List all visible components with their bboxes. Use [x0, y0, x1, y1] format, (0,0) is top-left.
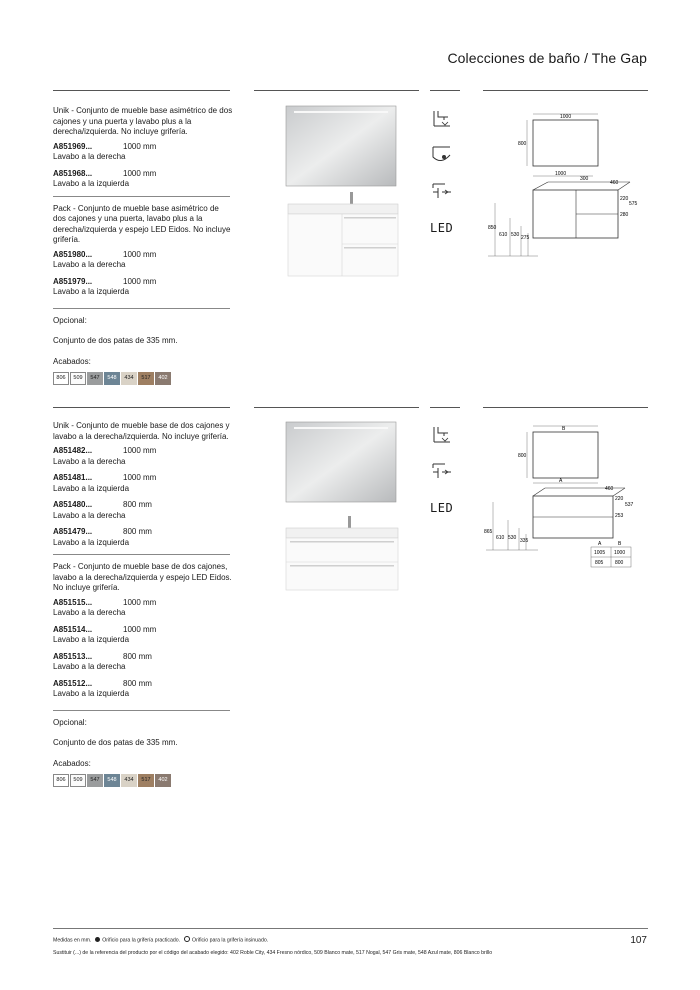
footer-units: Medidas en mm. [53, 937, 92, 944]
swatch-517: 517 [138, 372, 154, 385]
swatch-547: 547 [87, 774, 103, 787]
section1-text [53, 106, 233, 385]
product-group [53, 106, 233, 190]
footer-note: Sustituir (...) de la referencia del producto por el código del acabado elegido: 402 Roble City, 434 Fresno nórdico, 509 Blanco mate, 517 Nogal, 547 Gris mate, 548 Azul mate, 806 Blanco brillo [53, 950, 493, 956]
group-description: Unik - Conjunto de mueble base asimétrico de dos cajones y una puerta y lavabo plus a la derecha/izquierda. No incluye grifería. [53, 106, 233, 136]
divider [483, 90, 648, 91]
swatch-402: 402 [155, 774, 171, 787]
group-description: Pack - Conjunto de mueble base asimétrico de dos cajones y una puerta, lavabo plus a la derecha/izquierda y espejo LED Eidos. No incluye grifería. [53, 203, 231, 244]
finishes-label: Acabados: [53, 758, 91, 768]
product-note: Lavabo a la izquierda [53, 689, 130, 698]
dim-label: 1000 [560, 114, 572, 120]
table-cell: 805 [595, 560, 604, 566]
product-note: Lavabo a la izquierda [53, 179, 130, 188]
section2-text [53, 421, 233, 787]
product-code: A851512... [53, 678, 93, 688]
technical-drawing [483, 420, 653, 570]
optional-label: Opcional: [53, 717, 87, 727]
dim-label: 460 [605, 486, 614, 492]
list-item [53, 652, 233, 673]
dim-label: 530 [508, 535, 517, 541]
list-item [53, 500, 233, 521]
product-note: Lavabo a la izquierda [53, 483, 130, 493]
outline-circle-icon [184, 936, 190, 942]
list-item [53, 250, 233, 271]
feature-icons [430, 108, 456, 247]
divider [53, 710, 230, 711]
product-size: 800 mm [123, 678, 152, 688]
table-cell: 1000 [614, 550, 626, 556]
product-code: A851969... [53, 141, 93, 151]
product-size: 1000 mm [123, 597, 157, 607]
dim-label: 460 [610, 180, 619, 186]
dim-label: 220 [620, 196, 629, 202]
optional-text: Conjunto de dos patas de 335 mm. [53, 336, 178, 345]
product-code: A851479... [53, 527, 93, 536]
dim-label: 280 [620, 212, 629, 218]
list-item [53, 625, 233, 646]
product-note: Lavabo a la izquierda [53, 635, 130, 644]
group-description: Pack - Conjunto de mueble base de dos cajones, lavabo a la derecha/izquierda y espejo LED Eidos. No incluye grifería. [53, 562, 232, 592]
swatch-517: 517 [138, 774, 154, 787]
swatch-547: 547 [87, 372, 103, 385]
product-size: 1000 mm [123, 276, 157, 286]
product-size: 800 mm [123, 527, 152, 536]
filled-circle-icon [95, 937, 100, 942]
feature-icons [430, 424, 456, 527]
dim-label: 610 [496, 535, 505, 541]
drain-icon [430, 144, 454, 168]
list-item [53, 446, 233, 467]
dim-label: 1000 [555, 171, 567, 177]
dim-label: 253 [615, 513, 624, 519]
divider [53, 554, 230, 555]
product-note: Lavabo a la derecha [53, 152, 126, 161]
product-note: Lavabo a la derecha [53, 608, 126, 617]
divider [254, 90, 419, 91]
table-cell: 800 [615, 560, 624, 566]
product-code: A851980... [53, 249, 93, 259]
product-code: A851515... [53, 597, 93, 607]
product-size: 800 mm [123, 500, 152, 509]
swatch-548: 548 [104, 372, 120, 385]
dim-label: 275 [521, 235, 530, 241]
product-size: 1000 mm [123, 473, 157, 482]
footer-legend [53, 936, 268, 944]
finish-swatches [53, 372, 233, 385]
product-note: Lavabo a la izquierda [53, 287, 130, 296]
product-group [53, 204, 233, 298]
divider [53, 928, 648, 929]
list-item [53, 169, 233, 190]
divider [53, 90, 230, 91]
page-number: 107 [630, 935, 647, 946]
swatch-509: 509 [70, 372, 86, 385]
table-header: B [618, 541, 622, 547]
tap-hole-icon [430, 180, 454, 204]
list-item [53, 142, 233, 163]
list-item [53, 527, 233, 548]
swatch-434: 434 [121, 372, 137, 385]
dim-label: 800 [518, 453, 527, 459]
product-photo [280, 420, 400, 595]
dim-label: A [559, 478, 563, 484]
table-header: A [598, 541, 602, 547]
product-size: 1000 mm [123, 141, 157, 151]
faucet-icon [430, 424, 454, 448]
dim-label: 575 [629, 201, 638, 207]
optional-label: Opcional: [53, 315, 87, 325]
product-group [53, 421, 233, 548]
product-code: A851968... [53, 168, 93, 178]
product-code: A851480... [53, 500, 93, 509]
product-code: A851979... [53, 276, 93, 286]
optional-text: Conjunto de dos patas de 335 mm. [53, 738, 178, 747]
divider [53, 196, 230, 197]
dim-label: 865 [484, 529, 493, 535]
dim-label: 220 [615, 496, 624, 502]
technical-drawing [483, 108, 653, 258]
divider [53, 308, 230, 309]
product-note: Lavabo a la derecha [53, 510, 126, 520]
dim-label: 335 [520, 538, 529, 544]
footer-legend-practiced: Orificio para la grifería practicado. [102, 937, 181, 944]
swatch-402: 402 [155, 372, 171, 385]
swatch-434: 434 [121, 774, 137, 787]
product-size: 1000 mm [123, 249, 157, 259]
product-group [53, 562, 233, 700]
product-size: 800 mm [123, 651, 152, 661]
dim-label: 537 [625, 502, 634, 508]
divider [53, 407, 230, 408]
led-icon: LED [430, 221, 454, 235]
product-note: Lavabo a la izquierda [53, 537, 130, 547]
product-note: Lavabo a la derecha [53, 456, 126, 466]
dim-label: B [562, 426, 566, 432]
dim-label: 530 [511, 232, 520, 238]
swatch-509: 509 [70, 774, 86, 787]
product-code: A851482... [53, 446, 93, 455]
list-item [53, 679, 233, 700]
swatch-806: 806 [53, 372, 69, 385]
product-code: A851513... [53, 651, 93, 661]
list-item [53, 277, 233, 298]
swatch-548: 548 [104, 774, 120, 787]
dim-label: 300 [580, 176, 589, 182]
product-note: Lavabo a la derecha [53, 662, 126, 671]
page-title: Colecciones de baño / The Gap [447, 50, 647, 66]
product-size: 1000 mm [123, 168, 157, 178]
divider [430, 90, 460, 91]
group-description: Unik - Conjunto de mueble base de dos cajones y lavabo a la derecha/izquierda. No incluye grifería. [53, 421, 230, 441]
finish-swatches [53, 774, 233, 787]
product-code: A851481... [53, 473, 93, 482]
faucet-icon [430, 108, 454, 132]
product-note: Lavabo a la derecha [53, 260, 126, 269]
product-size: 1000 mm [123, 624, 157, 634]
product-size: 1000 mm [123, 446, 157, 455]
tap-hole-icon [430, 460, 454, 484]
led-icon: LED [430, 501, 454, 515]
divider [254, 407, 419, 408]
footer-legend-insinuated: Orificio para la grifería insinuado. [192, 937, 269, 944]
finishes-label: Acabados: [53, 356, 91, 366]
dim-label: 800 [518, 141, 527, 147]
list-item [53, 473, 233, 494]
divider [430, 407, 460, 408]
dim-label: 610 [499, 232, 508, 238]
list-item [53, 598, 233, 619]
divider [483, 407, 648, 408]
table-cell: 1005 [594, 550, 606, 556]
product-code: A851514... [53, 624, 93, 634]
product-photo [280, 104, 400, 279]
dim-label: 850 [488, 225, 497, 231]
swatch-806: 806 [53, 774, 69, 787]
